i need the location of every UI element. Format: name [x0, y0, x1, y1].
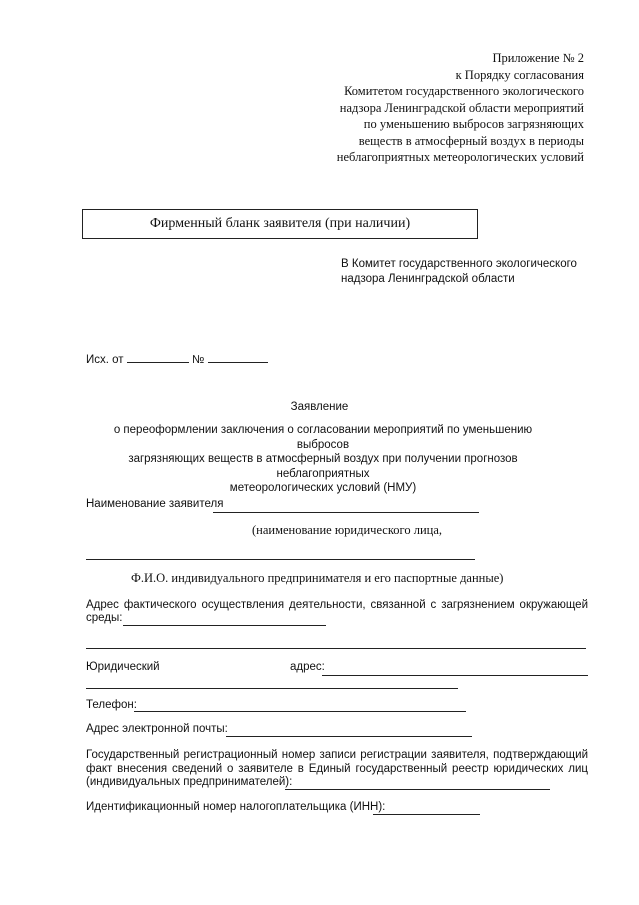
- legal-address-field[interactable]: [322, 675, 588, 676]
- outgoing-date-field[interactable]: [127, 351, 189, 363]
- registration-label-line1: Государственный регистрационный номер записи регистрации заявителя, подтверждающий: [86, 749, 588, 761]
- registration-label-line2: факт внесения сведений о заявителе в Единый государственный реестр юридических лиц: [86, 763, 588, 775]
- phone-field[interactable]: [134, 711, 466, 712]
- applicant-name-label: Наименование заявителя: [86, 498, 224, 510]
- applicant-name-hint: (наименование юридического лица,: [252, 523, 443, 537]
- document-title: Заявление: [290, 401, 349, 413]
- inn-label: Идентификационный номер налогоплательщика (ИНН):: [86, 801, 386, 813]
- appendix-line: по уменьшению выбросов загрязняющих: [363, 117, 584, 131]
- email-field[interactable]: [226, 736, 472, 737]
- phone-label: Телефон:: [86, 699, 137, 711]
- applicant-name-field[interactable]: [213, 512, 479, 513]
- appendix-line: Комитетом государственного экологического: [344, 84, 584, 98]
- legal-address-field-continued[interactable]: [86, 688, 458, 689]
- inn-field[interactable]: [373, 814, 480, 815]
- addressee-block: [341, 257, 601, 287]
- subject-line: о переоформлении заключения о согласовании мероприятий по уменьшению выбросов: [113, 424, 533, 451]
- appendix-line: неблагоприятных метеорологических условий: [336, 150, 584, 164]
- actual-address-label-line2: среды:: [86, 612, 123, 624]
- email-label: Адрес электронной почты:: [86, 723, 228, 735]
- appendix-line: надзора Ленинградской области мероприятий: [339, 100, 584, 115]
- document-subject: [100, 423, 546, 496]
- subject-line: загрязняющих веществ в атмосферный воздух при получении прогнозов неблагоприятных: [128, 453, 518, 480]
- subject-line: метеорологических условий (НМУ): [229, 482, 417, 494]
- legal-address-label-right: адрес:: [290, 661, 325, 673]
- registration-number-field[interactable]: [285, 789, 550, 790]
- outgoing-reference: [86, 351, 268, 366]
- appendix-line: к Порядку согласования: [455, 67, 584, 82]
- applicant-name-row: [86, 498, 223, 510]
- actual-address-label: Адрес фактического осуществления деятельности, связанной с загрязнением окружающей: [86, 599, 588, 611]
- outgoing-number-field[interactable]: [208, 351, 268, 363]
- outgoing-number-label: №: [191, 354, 205, 366]
- appendix-line: Приложение № 2: [492, 51, 584, 65]
- letterhead-box: [82, 209, 478, 239]
- registration-label-line3: (индивидуальных предпринимателей):: [86, 776, 293, 788]
- letterhead-label: Фирменный бланк заявителя (при наличии): [149, 216, 411, 231]
- outgoing-date-label: Исх. от: [86, 354, 124, 366]
- appendix-line: веществ в атмосферный воздух в периоды: [358, 133, 584, 148]
- addressee-line: В Комитет государственного экологического: [341, 258, 577, 270]
- entrepreneur-hint: Ф.И.О. индивидуального предпринимателя и его паспортные данные): [131, 571, 504, 585]
- legal-address-label-left: Юридический: [86, 661, 160, 673]
- actual-address-field-continued[interactable]: [86, 648, 586, 649]
- applicant-details-field[interactable]: [86, 559, 475, 560]
- actual-address-field[interactable]: [123, 625, 326, 626]
- addressee-line: надзора Ленинградской области: [341, 273, 515, 285]
- appendix-header: [284, 50, 584, 166]
